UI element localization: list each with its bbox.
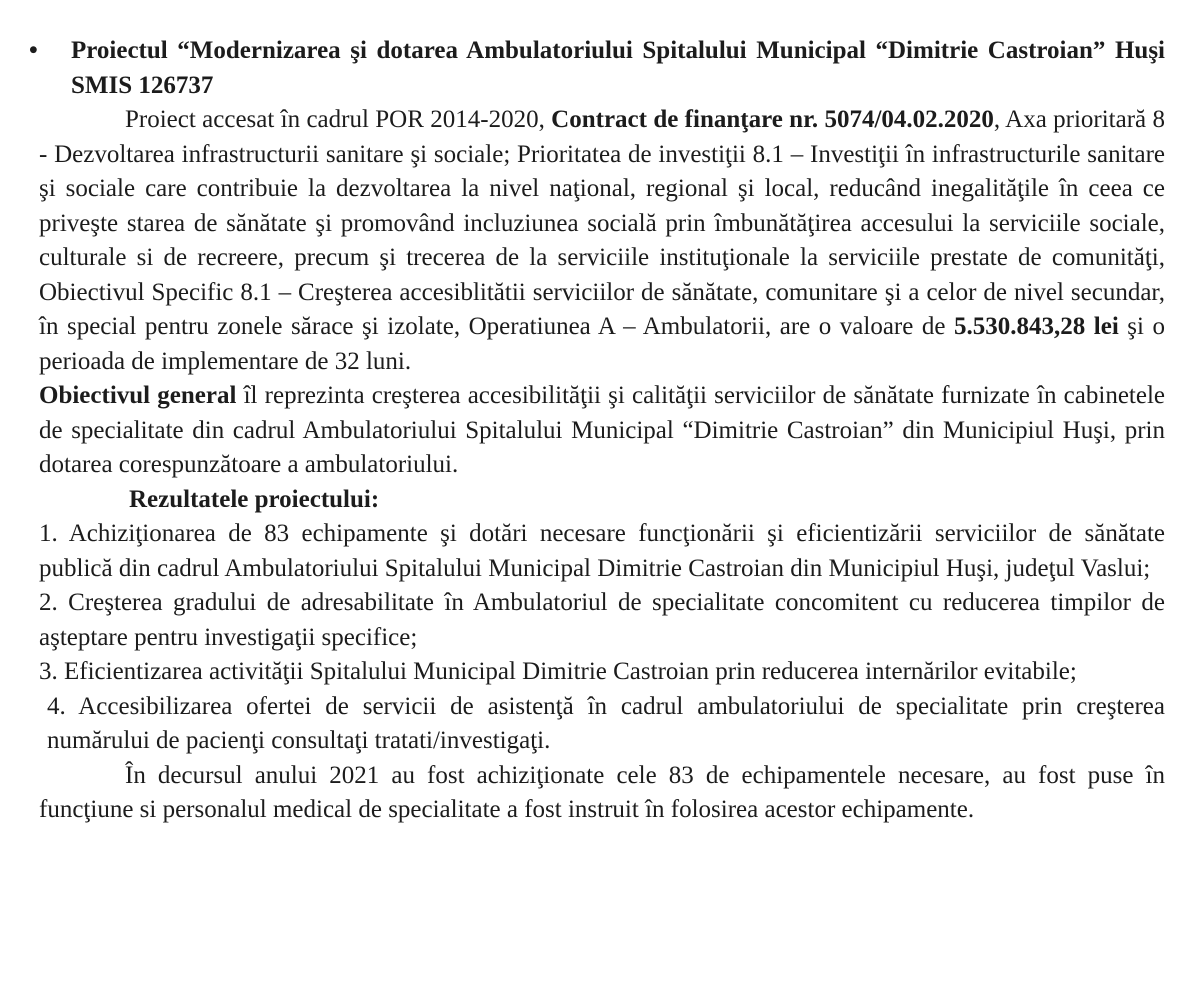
intro-text-2: , Axa prioritară 8 - Dezvoltarea infrastructurii sanitare şi sociale; Prioritatea de investiţii 8.1 – Investiţii în infrastructurile sanitare şi sociale care contribuie la dezvoltarea la nivel naţional, regional şi local, reducând inegalităţile în ceea ce priveşte starea de sănătate şi promovând incluziunea socială prin îmbunătăţirea accesului la serviciile sociale, culturale si de recreere, precum şi trecerea de la serviciile instituţionale la serviciile prestate de comunităţi, Obiectivul Specific 8.1 – Creşterea accesiblitătii serviciilor de sănătate, comunitare şi a celor de nivel secundar, în special pentru zonele sărace şi izolate, Operatiunea A – Ambulatorii, are o valoare de (39, 106, 1165, 340)
result-item-2: 2. Creşterea gradului de adresabilitate în Ambulatoriul de specialitate concomitent cu reducerea timpilor de aşteptare pentru investigaţii specifice; (39, 589, 1165, 651)
project-value: 5.530.843,28 lei (954, 313, 1119, 340)
objective-text: îl reprezinta creşterea accesibilităţii şi calităţii serviciilor de sănătate furnizate în cabinetele de specialitate din cadrul Ambulatoriului Spitalului Municipal “Dimitrie Castroian” din Municipiul Huşi, prin dotarea corespunzătoare a ambulatoriului. (39, 382, 1166, 478)
document-page (29, 34, 1166, 828)
objective-label: Obiectivul general (39, 382, 237, 409)
objective-paragraph (39, 379, 1165, 483)
bullet-icon: • (29, 37, 38, 64)
intro-text-3: şi o perioada de implementare de 32 luni. (39, 313, 1165, 375)
intro-paragraph (39, 103, 1165, 379)
intro-text-1: Proiect accesat în cadrul POR 2014-2020, (125, 106, 552, 133)
results-heading: Rezultatele proiectului: (129, 485, 380, 513)
project-title-text: Proiectul “Modernizarea şi dotarea Ambulatoriului Spitalului Municipal “Dimitrie Castroian” Huşi SMIS 126737 (71, 37, 1165, 99)
contract-number: Contract de finanţare nr. 5074/04.02.2020 (551, 106, 994, 133)
result-item-1: 1. Achiziţionarea de 83 echipamente şi dotări necesare funcţionării şi eficientizării serviciilor de sănătate publică din cadrul Ambulatoriului Spitalului Municipal Dimitrie Castroian din Municipiul Huşi, judeţul Vaslui; (39, 520, 1165, 582)
result-item-4: 4. Accesibilizarea ofertei de servicii de asistenţă în cadrul ambulatoriului de specialitate prin creşterea numărului de pacienţi consultaţi tratati/investigaţi. (47, 692, 1165, 754)
closing-paragraph: În decursul anului 2021 au fost achiziţionate cele 83 de echipamentele necesare, au fost puse în funcţiune si personalul medical de specialitate a fost instruit în folosirea acestor echipamente. (39, 761, 1165, 823)
project-title (29, 34, 1165, 103)
result-item-3: 3. Eficientizarea activităţii Spitalului Municipal Dimitrie Castroian prin reducerea internărilor evitabile; (39, 658, 1077, 685)
